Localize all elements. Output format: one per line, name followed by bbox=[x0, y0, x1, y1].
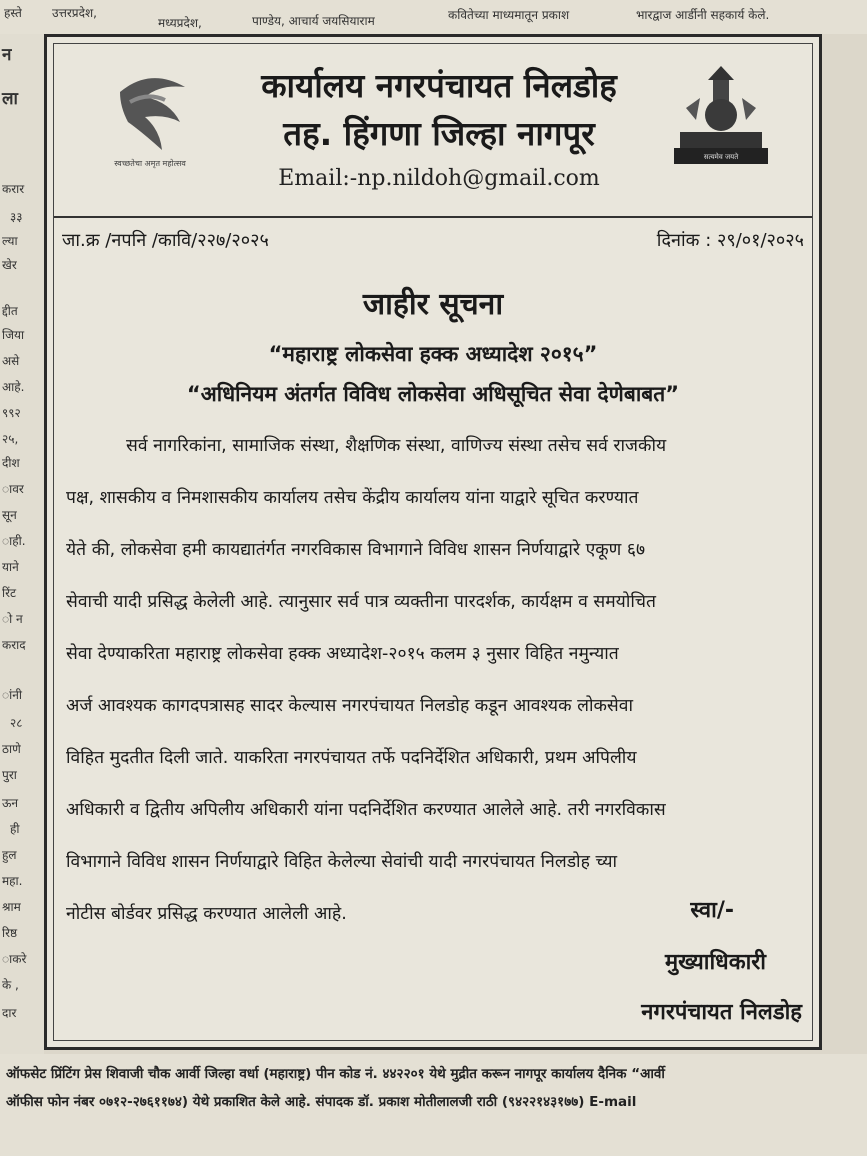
column-fragment: करार bbox=[2, 182, 25, 196]
strip-fragment: हस्ते bbox=[4, 6, 22, 20]
body-line: विहित मुदतीत दिली जाते. याकरिता नगरपंचायत तर्फे पदनिर्देशित अधिकारी, प्रथम अपिलीय bbox=[66, 748, 637, 768]
imprint-line: ऑफीस फोन नंबर ०७१२-२७६११७४) येथे प्रकाशित केले आहे. संपादक डॉ. प्रकाश मोतीलालजी राठी (९४२२१४३१७७) E-mail bbox=[6, 1094, 637, 1110]
signatory-title: मुख्याधिकारी bbox=[664, 950, 766, 975]
column-fragment: ाही. bbox=[2, 534, 26, 548]
column-fragment: ल्या bbox=[2, 234, 18, 248]
column-fragment: २८ bbox=[10, 716, 23, 730]
column-fragment: ो न bbox=[2, 612, 23, 626]
signature-mark: स्वा/- bbox=[690, 898, 734, 923]
notice-heading: जाहीर सूचना bbox=[362, 287, 504, 322]
column-fragment: ावर bbox=[2, 482, 24, 496]
reference-number: जा.क्र /नपनि /कावि/२२७/२०२५ bbox=[62, 230, 269, 251]
office-name: कार्यालय नगरपंचायत निलडोह bbox=[261, 66, 617, 105]
column-fragment: जिया bbox=[2, 328, 25, 342]
column-fragment: आहे. bbox=[2, 380, 25, 394]
office-email: Email:-np.nildoh@gmail.com bbox=[278, 166, 600, 191]
body-line: अधिकारी व द्वितीय अपिलीय अधिकारी यांना पदनिर्देशित करण्यात आलेले आहे. तरी नगरविकास bbox=[66, 800, 666, 820]
column-fragment: सून bbox=[2, 508, 17, 522]
newspaper-imprint bbox=[0, 1054, 867, 1156]
strip-fragment: पाण्डेय, आचार्य जयसियाराम bbox=[252, 14, 375, 28]
column-fragment: दार bbox=[2, 1006, 17, 1020]
body-line: सेवा देण्याकरिता महाराष्ट्र लोकसेवा हक्क अध्यादेश-२०१५ कलम ३ नुसार विहित नमुन्यात bbox=[66, 644, 619, 664]
column-fragment: ला bbox=[2, 89, 18, 109]
swachh-amrut-logo-icon bbox=[90, 62, 210, 172]
body-line: सेवाची यादी प्रसिद्ध केलेली आहे. त्यानुसार सर्व पात्र व्यक्तीना पारदर्शक, कार्यक्षम व समयोचित bbox=[66, 592, 656, 612]
previous-article-strip bbox=[0, 0, 867, 34]
column-fragment: २५, bbox=[2, 432, 19, 446]
notice-date: दिनांक : २९/०१/२०२५ bbox=[656, 230, 804, 251]
column-fragment: ठाणे bbox=[2, 742, 21, 756]
column-fragment: रिष्ठ bbox=[2, 926, 18, 940]
signatory-office: नगरपंचायत निलडोह bbox=[641, 1000, 802, 1025]
column-fragment: न bbox=[2, 45, 12, 65]
body-line: नोटीस बोर्डवर प्रसिद्ध करण्यात आलेली आहे. bbox=[66, 904, 347, 924]
column-fragment: हुल bbox=[2, 848, 17, 862]
notice-body bbox=[66, 420, 800, 940]
column-fragment: द्दीत bbox=[2, 304, 18, 318]
column-fragment: ऊन bbox=[2, 796, 19, 810]
column-fragment: असे bbox=[2, 354, 20, 368]
logo-caption: स्वच्छतेचा अमृत महोत्सव bbox=[114, 159, 186, 168]
imprint-line: ऑफसेट प्रिंटिंग प्रेस शिवाजी चौक आर्वी जिल्हा वर्धा (महाराष्ट्र) पीन कोड नं. ४४२२०१ येथे मुद्रीत करून नागपूर कार्यालय दैनिक “आर्वी bbox=[6, 1066, 665, 1082]
column-fragment: दीश bbox=[2, 456, 20, 470]
state-emblem-icon bbox=[666, 60, 776, 175]
column-fragment: ाकरे bbox=[2, 952, 27, 966]
strip-fragment: कवितेच्या माध्यमातून प्रकाश bbox=[448, 8, 570, 22]
column-fragment: कराद bbox=[2, 638, 26, 652]
column-fragment: के , bbox=[2, 978, 19, 992]
public-notice bbox=[44, 34, 822, 1050]
body-line: येते की, लोकसेवा हमी कायद्यातंर्गत नगरविकास विभागाने विविध शासन निर्णयाद्वारे एकूण ६७ bbox=[66, 540, 646, 560]
column-fragment: महा. bbox=[2, 874, 23, 888]
body-line: पक्ष, शासकीय व निमशासकीय कार्यालय तसेच केंद्रीय कार्यालय यांना याद्वारे सूचित करण्यात bbox=[66, 488, 639, 508]
strip-fragment: उत्तरप्रदेश, bbox=[52, 6, 97, 20]
column-fragment: ९९२ bbox=[2, 406, 21, 420]
body-line: अर्ज आवश्यक कागदपत्रासह सादर केल्यास नगरपंचायत निलडोह कडून आवश्यक लोकसेवा bbox=[66, 696, 634, 716]
column-fragment: ही bbox=[10, 822, 20, 836]
column-fragment: श्राम bbox=[2, 900, 21, 914]
office-header bbox=[54, 44, 812, 218]
column-fragment: खेर bbox=[2, 258, 17, 272]
body-line: विभागाने विविध शासन निर्णयाद्वारे विहित केलेल्या सेवांची यादी नगरपंचायत निलडोह च्या bbox=[66, 852, 618, 872]
strip-fragment: मध्यप्रदेश, bbox=[158, 16, 202, 30]
office-address: तह. हिंगणा जिल्हा नागपूर bbox=[283, 114, 595, 153]
emblem-caption: सत्यमेव जयते bbox=[703, 153, 739, 161]
notice-subtitle-services: “अधिनियम अंतर्गत विविध लोकसेवा अधिसूचित सेवा देणेबाबत” bbox=[186, 382, 680, 406]
column-fragment: रिंट bbox=[2, 586, 17, 600]
column-fragment: पुरा bbox=[2, 768, 17, 782]
notice-inner-border bbox=[53, 43, 813, 1041]
body-line: सर्व नागरिकांना, सामाजिक संस्था, शैक्षणिक संस्था, वाणिज्य संस्था तसेच सर्व राजकीय bbox=[126, 436, 667, 456]
column-fragment: ३३ bbox=[10, 210, 23, 224]
notice-subtitle-ordinance: “महाराष्ट्र लोकसेवा हक्क अध्यादेश २०१५” bbox=[268, 342, 598, 366]
adjacent-column bbox=[0, 34, 44, 1054]
column-fragment: याने bbox=[2, 560, 19, 574]
column-fragment: ांनी bbox=[2, 688, 23, 702]
strip-fragment: भारद्वाज आर्डीनी सहकार्य केले. bbox=[636, 8, 770, 22]
